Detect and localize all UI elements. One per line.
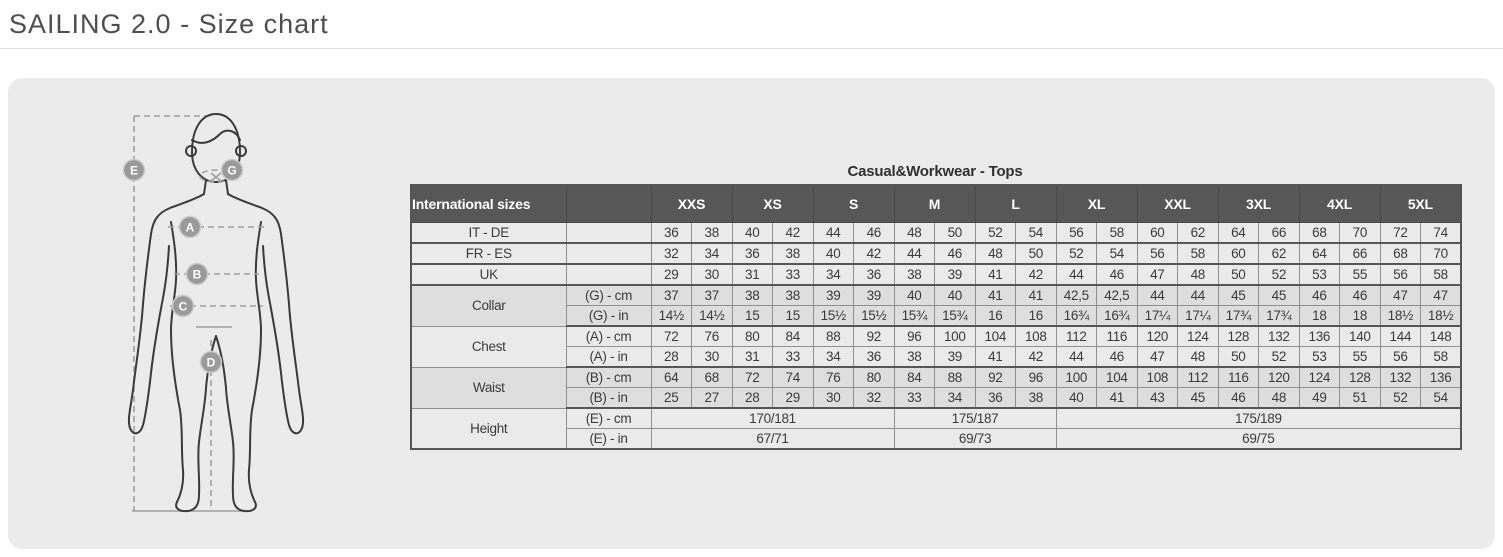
right-ear (236, 146, 246, 156)
size-value: 38 (773, 285, 814, 306)
row-group-label: Waist (411, 367, 566, 408)
size-value: 72 (732, 367, 773, 388)
size-value: 16 (1016, 306, 1057, 327)
badge-c (173, 296, 194, 317)
size-header-xl: XL (1056, 185, 1137, 223)
measure-label: (E) - in (566, 429, 651, 450)
size-value: 33 (894, 388, 935, 409)
size-value: 120 (1137, 326, 1178, 347)
size-value: 16¾ (1056, 306, 1097, 327)
size-value: 46 (1340, 285, 1381, 306)
size-value: 52 (1056, 243, 1097, 264)
size-value: 44 (894, 243, 935, 264)
size-value: 47 (1380, 285, 1421, 306)
size-value: 124 (1178, 326, 1219, 347)
size-value: 36 (651, 223, 692, 244)
badge-g (222, 160, 243, 181)
table-row (411, 388, 1461, 409)
size-value: 136 (1299, 326, 1340, 347)
size-value: 62 (1259, 243, 1300, 264)
size-value: 74 (1421, 223, 1462, 244)
size-value: 44 (813, 223, 854, 244)
badge-c-letter: C (178, 299, 188, 314)
size-header-3xl: 3XL (1218, 185, 1299, 223)
size-value: 170/181 (651, 408, 894, 429)
size-value: 58 (1421, 347, 1462, 368)
size-value: 39 (935, 264, 976, 285)
size-value: 39 (935, 347, 976, 368)
size-value: 37 (692, 285, 733, 306)
size-value: 56 (1137, 243, 1178, 264)
size-value: 28 (732, 388, 773, 409)
size-value: 44 (1056, 264, 1097, 285)
size-value: 34 (692, 243, 733, 264)
size-value: 15¾ (935, 306, 976, 327)
size-value: 50 (935, 223, 976, 244)
measure-label: (A) - cm (566, 326, 651, 347)
size-value: 104 (1097, 367, 1138, 388)
size-value: 54 (1016, 223, 1057, 244)
size-value: 34 (935, 388, 976, 409)
size-header-xs: XS (732, 185, 813, 223)
badge-b (187, 264, 208, 285)
size-value: 27 (692, 388, 733, 409)
size-value: 40 (935, 285, 976, 306)
size-value: 29 (651, 264, 692, 285)
size-value: 41 (975, 285, 1016, 306)
page-title: SAILING 2.0 - Size chart (9, 8, 329, 39)
size-value: 53 (1299, 264, 1340, 285)
size-header-4xl: 4XL (1299, 185, 1380, 223)
size-value: 44 (1178, 285, 1219, 306)
size-value: 60 (1218, 243, 1259, 264)
size-value: 69/73 (894, 429, 1056, 450)
size-value: 46 (854, 223, 895, 244)
size-value: 48 (1178, 347, 1219, 368)
size-value: 44 (1056, 347, 1097, 368)
size-value: 88 (935, 367, 976, 388)
size-value: 40 (894, 285, 935, 306)
size-header-xxs: XXS (651, 185, 732, 223)
size-value: 31 (732, 347, 773, 368)
size-value: 42 (1016, 347, 1057, 368)
table-title: Casual&Workwear - Tops (847, 163, 1023, 180)
measure-label: (A) - in (566, 347, 651, 368)
size-value: 37 (651, 285, 692, 306)
right-arm-outline (228, 194, 303, 433)
page-header (0, 0, 1503, 49)
size-value: 51 (1340, 388, 1381, 409)
size-header-5xl: 5XL (1380, 185, 1461, 223)
row-group-label: UK (411, 264, 566, 285)
size-value: 25 (651, 388, 692, 409)
size-value: 116 (1097, 326, 1138, 347)
size-value: 38 (773, 243, 814, 264)
table-row (411, 285, 1461, 306)
size-value: 39 (854, 285, 895, 306)
size-value: 56 (1056, 223, 1097, 244)
size-value: 46 (935, 243, 976, 264)
badge-g-letter: G (227, 163, 237, 178)
size-value: 104 (975, 326, 1016, 347)
size-header-l: L (975, 185, 1056, 223)
size-value: 18½ (1380, 306, 1421, 327)
badge-a-letter: A (185, 220, 195, 235)
size-value: 96 (1016, 367, 1057, 388)
size-value: 36 (854, 264, 895, 285)
size-value: 69/75 (1056, 429, 1461, 450)
neck-left-line (204, 180, 206, 194)
size-value: 108 (1137, 367, 1178, 388)
size-value: 76 (692, 326, 733, 347)
size-value: 88 (813, 326, 854, 347)
size-value: 70 (1421, 243, 1462, 264)
size-value: 84 (894, 367, 935, 388)
size-value: 148 (1421, 326, 1462, 347)
size-value: 18½ (1421, 306, 1462, 327)
size-value: 66 (1340, 243, 1381, 264)
row-group-label: Chest (411, 326, 566, 367)
size-value: 17¼ (1178, 306, 1219, 327)
size-value: 16¾ (1097, 306, 1138, 327)
size-value: 41 (975, 264, 1016, 285)
size-value: 52 (1259, 347, 1300, 368)
size-value: 55 (1340, 264, 1381, 285)
size-value: 47 (1421, 285, 1462, 306)
badge-d-letter: D (206, 355, 216, 370)
size-chart-panel (8, 78, 1495, 549)
badge-d (201, 352, 222, 373)
size-value: 30 (692, 347, 733, 368)
size-value: 41 (975, 347, 1016, 368)
size-value: 45 (1178, 388, 1219, 409)
size-value: 49 (1299, 388, 1340, 409)
size-value: 17¾ (1259, 306, 1300, 327)
size-value: 128 (1218, 326, 1259, 347)
size-value: 14½ (651, 306, 692, 327)
size-value: 80 (732, 326, 773, 347)
size-table-head (411, 185, 1461, 223)
size-value: 52 (975, 223, 1016, 244)
measure-label: (G) - cm (566, 285, 651, 306)
size-value: 44 (1137, 285, 1178, 306)
table-row (411, 347, 1461, 368)
size-value: 112 (1178, 367, 1219, 388)
size-value: 38 (894, 264, 935, 285)
size-table-section (410, 163, 1460, 450)
size-value: 17¼ (1137, 306, 1178, 327)
size-value: 33 (773, 264, 814, 285)
size-value: 68 (1380, 243, 1421, 264)
size-value: 120 (1259, 367, 1300, 388)
size-value: 136 (1421, 367, 1462, 388)
size-value: 53 (1299, 347, 1340, 368)
size-value: 46 (1097, 264, 1138, 285)
size-value: 45 (1259, 285, 1300, 306)
size-value: 74 (773, 367, 814, 388)
size-value: 43 (1137, 388, 1178, 409)
size-value: 15 (732, 306, 773, 327)
size-value: 18 (1299, 306, 1340, 327)
size-value: 112 (1056, 326, 1097, 347)
size-value: 92 (854, 326, 895, 347)
size-value: 124 (1299, 367, 1340, 388)
size-value: 38 (894, 347, 935, 368)
row-group-label: IT - DE (411, 223, 566, 244)
size-value: 15½ (854, 306, 895, 327)
international-sizes-header: International sizes (411, 185, 566, 223)
size-value: 34 (813, 347, 854, 368)
measure-label: (B) - cm (566, 367, 651, 388)
size-value: 40 (1056, 388, 1097, 409)
table-row (411, 367, 1461, 388)
measure-column-header (566, 185, 651, 223)
size-value: 64 (1299, 243, 1340, 264)
row-group-label: FR - ES (411, 243, 566, 264)
size-value: 50 (1218, 347, 1259, 368)
size-value: 80 (854, 367, 895, 388)
size-value: 68 (692, 367, 733, 388)
size-value: 50 (1218, 264, 1259, 285)
size-value: 30 (692, 264, 733, 285)
table-row (411, 306, 1461, 327)
size-value: 46 (1218, 388, 1259, 409)
size-value: 108 (1016, 326, 1057, 347)
size-value: 56 (1380, 347, 1421, 368)
size-value: 29 (773, 388, 814, 409)
size-value: 40 (813, 243, 854, 264)
size-value: 175/187 (894, 408, 1056, 429)
size-value: 54 (1097, 243, 1138, 264)
table-row (411, 264, 1461, 285)
size-value: 46 (1097, 347, 1138, 368)
size-value: 38 (692, 223, 733, 244)
size-value: 42,5 (1097, 285, 1138, 306)
size-value: 144 (1380, 326, 1421, 347)
size-value: 30 (813, 388, 854, 409)
size-value: 36 (854, 347, 895, 368)
size-value: 96 (894, 326, 935, 347)
size-value: 16 (975, 306, 1016, 327)
size-value: 68 (1299, 223, 1340, 244)
size-value: 128 (1340, 367, 1381, 388)
size-value: 55 (1340, 347, 1381, 368)
size-value: 47 (1137, 347, 1178, 368)
neck-right-line (226, 180, 228, 194)
size-value: 38 (1016, 388, 1057, 409)
size-value: 47 (1137, 264, 1178, 285)
size-table (410, 184, 1462, 450)
size-value: 18 (1340, 306, 1381, 327)
table-row (411, 326, 1461, 347)
size-value: 140 (1340, 326, 1381, 347)
size-value: 116 (1218, 367, 1259, 388)
table-row (411, 223, 1461, 244)
size-value: 38 (732, 285, 773, 306)
size-table-body (411, 223, 1461, 450)
size-value: 28 (651, 347, 692, 368)
measure-label (566, 223, 651, 244)
size-value: 175/189 (1056, 408, 1461, 429)
size-value: 31 (732, 264, 773, 285)
size-value: 17¾ (1218, 306, 1259, 327)
table-row (411, 243, 1461, 264)
size-value: 48 (894, 223, 935, 244)
table-row (411, 429, 1461, 450)
size-value: 34 (813, 264, 854, 285)
size-value: 52 (1380, 388, 1421, 409)
size-value: 33 (773, 347, 814, 368)
size-value: 42 (1016, 264, 1057, 285)
hair-fringe (192, 131, 240, 143)
size-header-m: M (894, 185, 975, 223)
size-value: 72 (651, 326, 692, 347)
size-header-xxl: XXL (1137, 185, 1218, 223)
size-value: 58 (1097, 223, 1138, 244)
size-value: 72 (1380, 223, 1421, 244)
size-value: 50 (1016, 243, 1057, 264)
size-value: 42,5 (1056, 285, 1097, 306)
size-table-header-row (411, 185, 1461, 223)
badge-a (180, 217, 201, 238)
size-value: 48 (1178, 264, 1219, 285)
right-torso-leg-outline (216, 222, 261, 511)
size-value: 15¾ (894, 306, 935, 327)
size-value: 48 (975, 243, 1016, 264)
size-value: 41 (1016, 285, 1057, 306)
size-value: 70 (1340, 223, 1381, 244)
size-value: 42 (773, 223, 814, 244)
size-value: 62 (1178, 223, 1219, 244)
size-value: 92 (975, 367, 1016, 388)
size-value: 56 (1380, 264, 1421, 285)
size-value: 64 (1218, 223, 1259, 244)
badge-b-letter: B (192, 267, 202, 282)
size-value: 14½ (692, 306, 733, 327)
size-value: 76 (813, 367, 854, 388)
size-value: 41 (1097, 388, 1138, 409)
size-value: 100 (935, 326, 976, 347)
size-value: 100 (1056, 367, 1097, 388)
collar-center-mark (211, 173, 221, 181)
size-value: 36 (975, 388, 1016, 409)
measure-label (566, 243, 651, 264)
size-value: 48 (1259, 388, 1300, 409)
measure-label: (G) - in (566, 306, 651, 327)
measure-label (566, 264, 651, 285)
size-value: 58 (1421, 264, 1462, 285)
size-value: 60 (1137, 223, 1178, 244)
table-row (411, 408, 1461, 429)
size-value: 45 (1218, 285, 1259, 306)
size-value: 42 (854, 243, 895, 264)
badge-e-letter: E (129, 163, 139, 178)
body-measurement-diagram (108, 94, 348, 524)
size-header-s: S (813, 185, 894, 223)
size-value: 36 (732, 243, 773, 264)
size-value: 46 (1299, 285, 1340, 306)
size-value: 40 (732, 223, 773, 244)
badge-e (124, 160, 145, 181)
body-figure-svg (108, 94, 348, 524)
row-group-label: Collar (411, 285, 566, 326)
measure-label: (E) - cm (566, 408, 651, 429)
size-value: 132 (1380, 367, 1421, 388)
size-value: 67/71 (651, 429, 894, 450)
size-value: 132 (1259, 326, 1300, 347)
size-value: 58 (1178, 243, 1219, 264)
size-value: 15 (773, 306, 814, 327)
left-ear (186, 146, 196, 156)
size-value: 64 (651, 367, 692, 388)
size-value: 54 (1421, 388, 1462, 409)
size-value: 52 (1259, 264, 1300, 285)
size-value: 32 (651, 243, 692, 264)
size-value: 84 (773, 326, 814, 347)
row-group-label: Height (411, 408, 566, 449)
size-value: 39 (813, 285, 854, 306)
measure-label: (B) - in (566, 388, 651, 409)
size-value: 66 (1259, 223, 1300, 244)
size-value: 15½ (813, 306, 854, 327)
size-value: 32 (854, 388, 895, 409)
